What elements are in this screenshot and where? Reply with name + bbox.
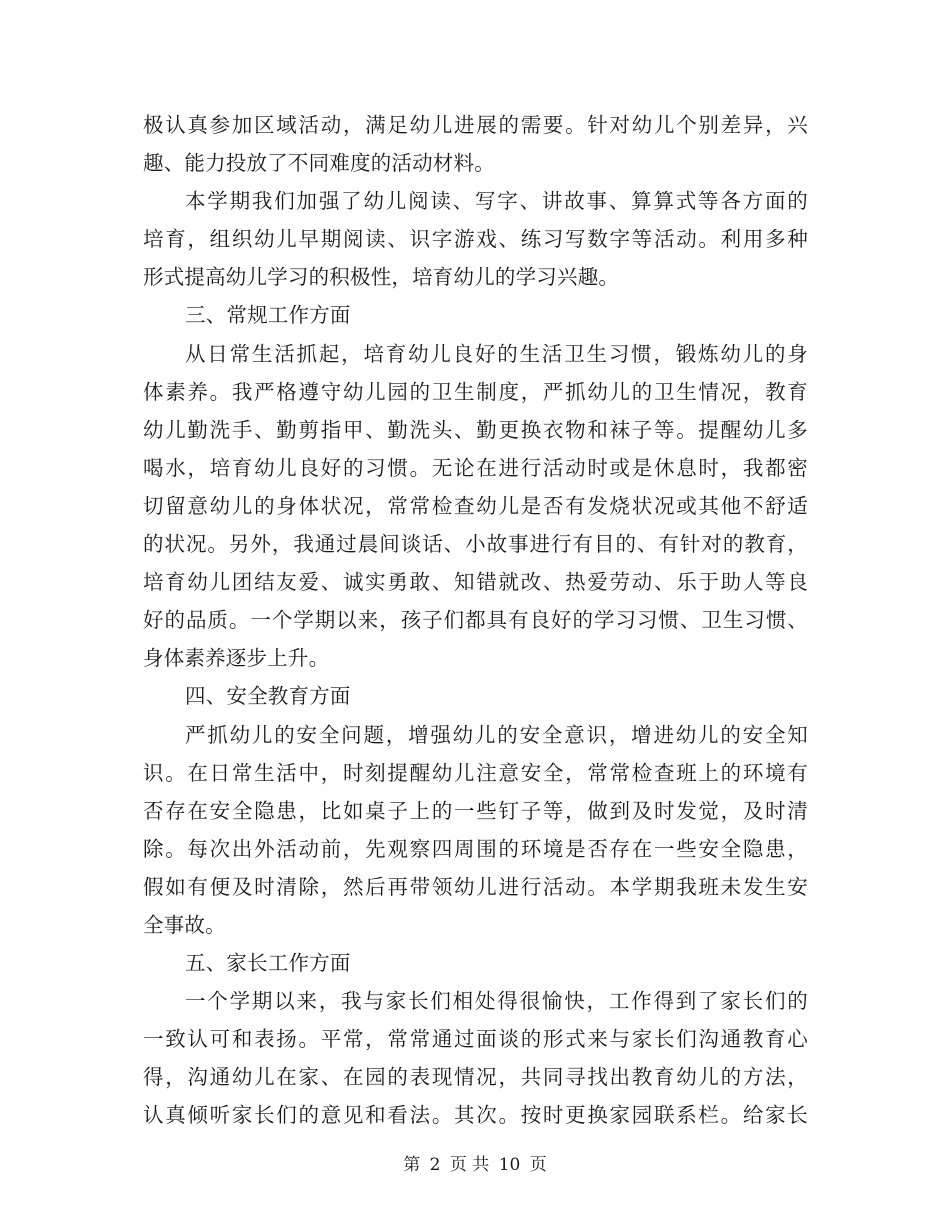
text-line: 一个学期以来，我与家长们相处得很愉快，工作得到了家长们的: [185, 989, 808, 1014]
page-footer: [0, 1153, 950, 1177]
text-line: 全事故。: [143, 912, 226, 937]
text-line: 身体素养逐步上升。: [143, 646, 330, 671]
footer-suffix: 页: [529, 1155, 547, 1175]
footer-total-pages: 10: [498, 1155, 521, 1175]
footer-prefix: 第: [403, 1155, 421, 1175]
text-line: 从日常生活抓起，培育幼儿良好的生活卫生习惯，锻炼幼儿的身: [185, 341, 808, 366]
text-line: 识。在日常生活中，时刻提醒幼儿注意安全，常常检查班上的环境有: [143, 760, 808, 785]
text-line: 趣、能力投放了不同难度的活动材料。: [143, 151, 495, 176]
text-line: 得，沟通幼儿在家、在园的表现情况，共同寻找出教育幼儿的方法，: [143, 1065, 808, 1090]
text-line: 认真倾听家长们的意见和看法。其次。按时更换家园联系栏。给家长: [143, 1103, 808, 1128]
text-line: 喝水，培育幼儿良好的习惯。无论在进行活动时或是休息时，我都密: [143, 455, 808, 480]
text-line: 幼儿勤洗手、勤剪指甲、勤洗头、勤更换衣物和袜子等。提醒幼儿多: [143, 417, 808, 442]
document-body: [143, 106, 808, 1135]
text-line: 的状况。另外，我通过晨间谈话、小故事进行有目的、有针对的教育，: [143, 532, 808, 557]
text-line: 三、常规工作方面: [185, 303, 351, 328]
text-line: 培育，组织幼儿早期阅读、识字游戏、练习写数字等活动。利用多种: [143, 227, 808, 252]
footer-middle: 页 共: [449, 1155, 490, 1175]
text-line: 形式提高幼儿学习的积极性，培育幼儿的学习兴趣。: [143, 265, 620, 290]
text-line: 本学期我们加强了幼儿阅读、写字、讲故事、算算式等各方面的: [185, 189, 808, 214]
text-line: 体素养。我严格遵守幼儿园的卫生制度，严抓幼儿的卫生情况，教育: [143, 379, 808, 404]
text-line: 除。每次出外活动前，先观察四周围的环境是否存在一些安全隐患，: [143, 836, 808, 861]
text-line: 切留意幼儿的身体状况，常常检查幼儿是否有发烧状况或其他不舒适: [143, 493, 808, 518]
text-line: 四、安全教育方面: [185, 684, 351, 709]
text-line: 否存在安全隐患，比如桌子上的一些钉子等，做到及时发觉，及时清: [143, 798, 808, 823]
text-line: 极认真参加区域活动，满足幼儿进展的需要。针对幼儿个别差异，兴: [143, 113, 808, 137]
text-line: 五、家长工作方面: [185, 951, 351, 976]
text-line: 好的品质。一个学期以来，孩子们都具有良好的学习习惯、卫生习惯、: [143, 608, 808, 633]
footer-page-number: 2: [429, 1155, 441, 1175]
text-line: 严抓幼儿的安全问题，增强幼儿的安全意识，增进幼儿的安全知: [185, 722, 808, 747]
text-line: 一致认可和表扬。平常，常常通过面谈的形式来与家长们沟通教育心: [143, 1027, 808, 1052]
text-line: 假如有便及时清除，然后再带领幼儿进行活动。本学期我班未发生安: [143, 874, 808, 899]
text-line: 培育幼儿团结友爱、诚实勇敢、知错就改、热爱劳动、乐于助人等良: [143, 570, 808, 595]
